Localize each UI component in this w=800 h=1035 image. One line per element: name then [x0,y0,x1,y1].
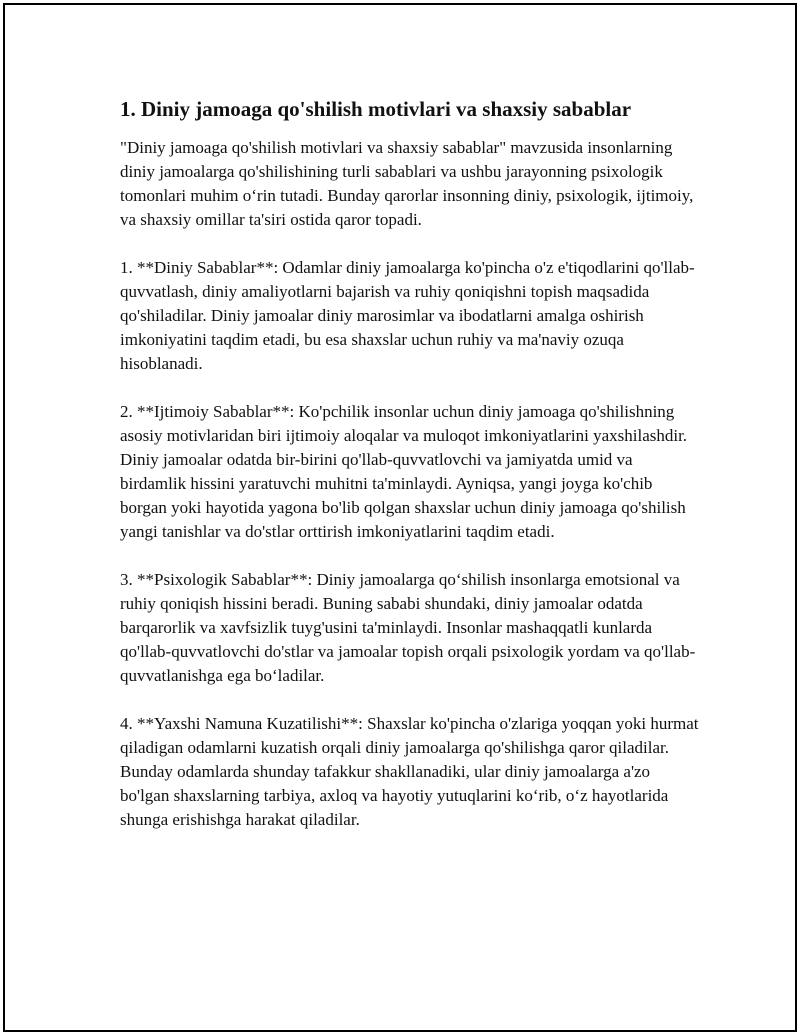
page-frame [3,3,797,1032]
paragraph-social-reasons: 2. **Ijtimoiy Sabablar**: Ko'pchilik insonlar uchun diniy jamoaga qo'shilishning asosiy motivlaridan biri ijtimoiy aloqalar va muloqot imkoniyatlarini yaxshilashdir. Diniy jamoalar odatda bir-birini qo'llab-quvvatlovchi va jamiyatda umid va birdamlik hissini yaratuvchi muhitni ta'minlaydi. Ayniqsa, yangi joyga ko'chib borgan yoki hayotida yagona bo'lib qolgan shaxslar uchun diniy jamoaga qo'shilish yangi tanishlar va do'stlar orttirish imkoniyatlarini taqdim etadi. [120,402,688,542]
section-title: 1. Diniy jamoaga qo'shilish motivlari va shaxsiy sabablar [120,97,632,121]
document-body [120,97,700,856]
paragraph-religious-reasons: 1. **Diniy Sabablar**: Odamlar diniy jamoalarga ko'pincha o'z e'tiqodlarini qo'llab-quvvatlash, diniy amaliyotlarni bajarish va ruhiy qoniqishni topish maqsadida qo'shiladilar. Diniy jamoalar diniy marosimlar va ibodatlarni amalga oshirish imkoniyatini taqdim etadi, bu esa shaxslar uchun ruhiy va ma'naviy ozuqa hisoblanadi. [120,258,695,374]
intro-paragraph: "Diniy jamoaga qo'shilish motivlari va shaxsiy sabablar" mavzusida insonlarning diniy jamoalarga qo'shilishining turli sabablari va ushbu jarayonning psixologik tomonlari muhim o‘rin tutadi. Bunday qarorlar insonning diniy, psixologik, ijtimoiy, va shaxsiy omillar ta'siri ostida qaror topadi. [120,138,694,230]
paragraph-psychological-reasons: 3. **Psixologik Sabablar**: Diniy jamoalarga qo‘shilish insonlarga emotsional va ruhiy qoniqish hissini beradi. Buning sababi shundaki, diniy jamoalar odatda barqarorlik va xavfsizlik tuyg'usini ta'minlaydi. Insonlar mashaqqatli kunlarda qo'llab-quvvatlovchi do'stlar va jamoalar topish orqali psixologik yordam va qo'llab-quvvatlanishga ega bo‘ladilar. [120,570,696,686]
paragraph-role-model: 4. **Yaxshi Namuna Kuzatilishi**: Shaxslar ko'pincha o'zlariga yoqqan yoki hurmat qiladigan odamlarni kuzatish orqali diniy jamoalarga qo'shilishga qaror qiladilar. Bunday odamlarda shunday tafakkur shakllanadiki, ular diniy jamoalarga a'zo bo'lgan shaxslarning tarbiya, axloq va hayotiy yutuqlarini ko‘rib, o‘z hayotlarida shunga erishishga harakat qiladilar. [120,714,699,830]
